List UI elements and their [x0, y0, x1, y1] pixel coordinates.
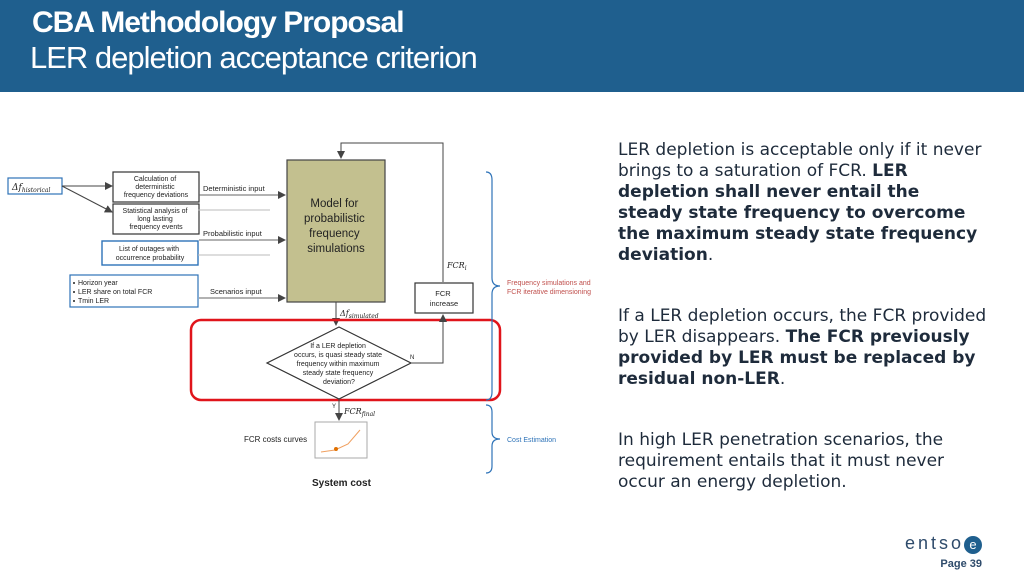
- model-line-1: Model for: [310, 198, 359, 210]
- brand-e-icon: e: [964, 536, 982, 554]
- horizon-line-1: Horizon year: [78, 280, 118, 287]
- fcr-costs-curves-label: FCR costs curves: [244, 435, 308, 444]
- p2-plain: If a LER depletion occurs, the FCR provided by LER disappears.: [618, 306, 987, 347]
- paragraph-acceptance: [618, 140, 988, 266]
- model-line-4: simulations: [307, 243, 365, 255]
- outages-line-1: List of outages with: [119, 246, 179, 253]
- p1-end: .: [707, 245, 714, 265]
- p3-plain: In high LER penetration scenarios, the requirement entails that it must never occur an energy depletion.: [618, 430, 945, 492]
- system-cost-label: System cost: [312, 478, 371, 489]
- fcr-increase-box: [415, 283, 473, 313]
- calc-line-1: Calculation of: [133, 176, 177, 183]
- cost-chart-thumbnail: [315, 422, 367, 458]
- brace-upper-line-1: Frequency simulations and: [507, 280, 591, 287]
- model-line-3: frequency: [309, 228, 360, 240]
- paragraph-high-penetration: [618, 430, 988, 493]
- header-bar: [0, 0, 1024, 92]
- horizon-line-2: LER share on total FCR: [78, 289, 153, 296]
- calc-line-3: frequency deviations: [123, 192, 189, 199]
- lower-brace: [486, 405, 500, 473]
- fcr-increase-line-2: increase: [429, 299, 459, 308]
- probabilistic-input-label: Probabilistic input: [203, 229, 262, 238]
- brace-upper-line-2: FCR iterative dimensioning: [507, 289, 592, 296]
- delta-f-simulated-label: $\Delta f_{simulated}$: [340, 309, 379, 320]
- p1-bold: LER depletion shall never entail the steady state frequency to overcome the maximum steady state frequency deviation: [618, 161, 978, 265]
- outages-line-2: occurrence probability: [115, 255, 185, 262]
- yes-label: Y: [332, 404, 337, 410]
- brace-lower-label: Cost Estimation: [507, 437, 557, 444]
- p2-bold: The FCR previously provided by LER must be replaced by residual non-LER: [618, 327, 976, 389]
- fcr-final-label: $FCR_{final}$: [344, 407, 376, 418]
- slide-subtitle: LER depletion acceptance criterion: [30, 40, 477, 75]
- p1-plain: LER depletion is acceptable only if it never brings to a saturation of FCR.: [618, 140, 982, 181]
- stat-line-3: frequency events: [129, 224, 183, 231]
- decision-line-3: frequency within maximum: [296, 361, 380, 368]
- slide-title: CBA Methodology Proposal: [32, 6, 404, 39]
- calc-line-2: deterministic: [135, 184, 175, 191]
- svg-text:Frequency simulations and: [507, 280, 593, 296]
- p2-end: .: [779, 369, 786, 389]
- brand-text: entso: [904, 533, 964, 553]
- fcr-i-label: $FCR_i$: [447, 261, 467, 272]
- decision-line-2: occurs, is quasi steady state: [294, 352, 382, 359]
- delta-f-historical-label: $\Delta f_{historical}$: [12, 183, 51, 194]
- decision-line-5: deviation?: [323, 379, 355, 386]
- decision-line-1: If a LER depletion: [310, 343, 366, 350]
- stat-line-2: long lasting: [137, 216, 173, 223]
- entsoe-logo: [905, 533, 982, 554]
- no-label: N: [410, 355, 415, 361]
- decision-line-4: steady state frequency: [302, 370, 374, 377]
- fcr-increase-line-1: FCR: [435, 289, 451, 298]
- deterministic-input-label: Deterministic input: [203, 184, 265, 193]
- stat-line-1: Statistical analysis of: [122, 208, 188, 215]
- model-line-2: probabilistic: [304, 213, 365, 225]
- scenarios-input-label: Scenarios input: [210, 287, 262, 296]
- paragraph-replacement: [618, 306, 988, 390]
- page-number: Page 39: [940, 558, 982, 570]
- upper-brace: [486, 172, 500, 400]
- methodology-flowchart: [0, 100, 610, 500]
- horizon-line-3: Tmin LER: [78, 298, 110, 305]
